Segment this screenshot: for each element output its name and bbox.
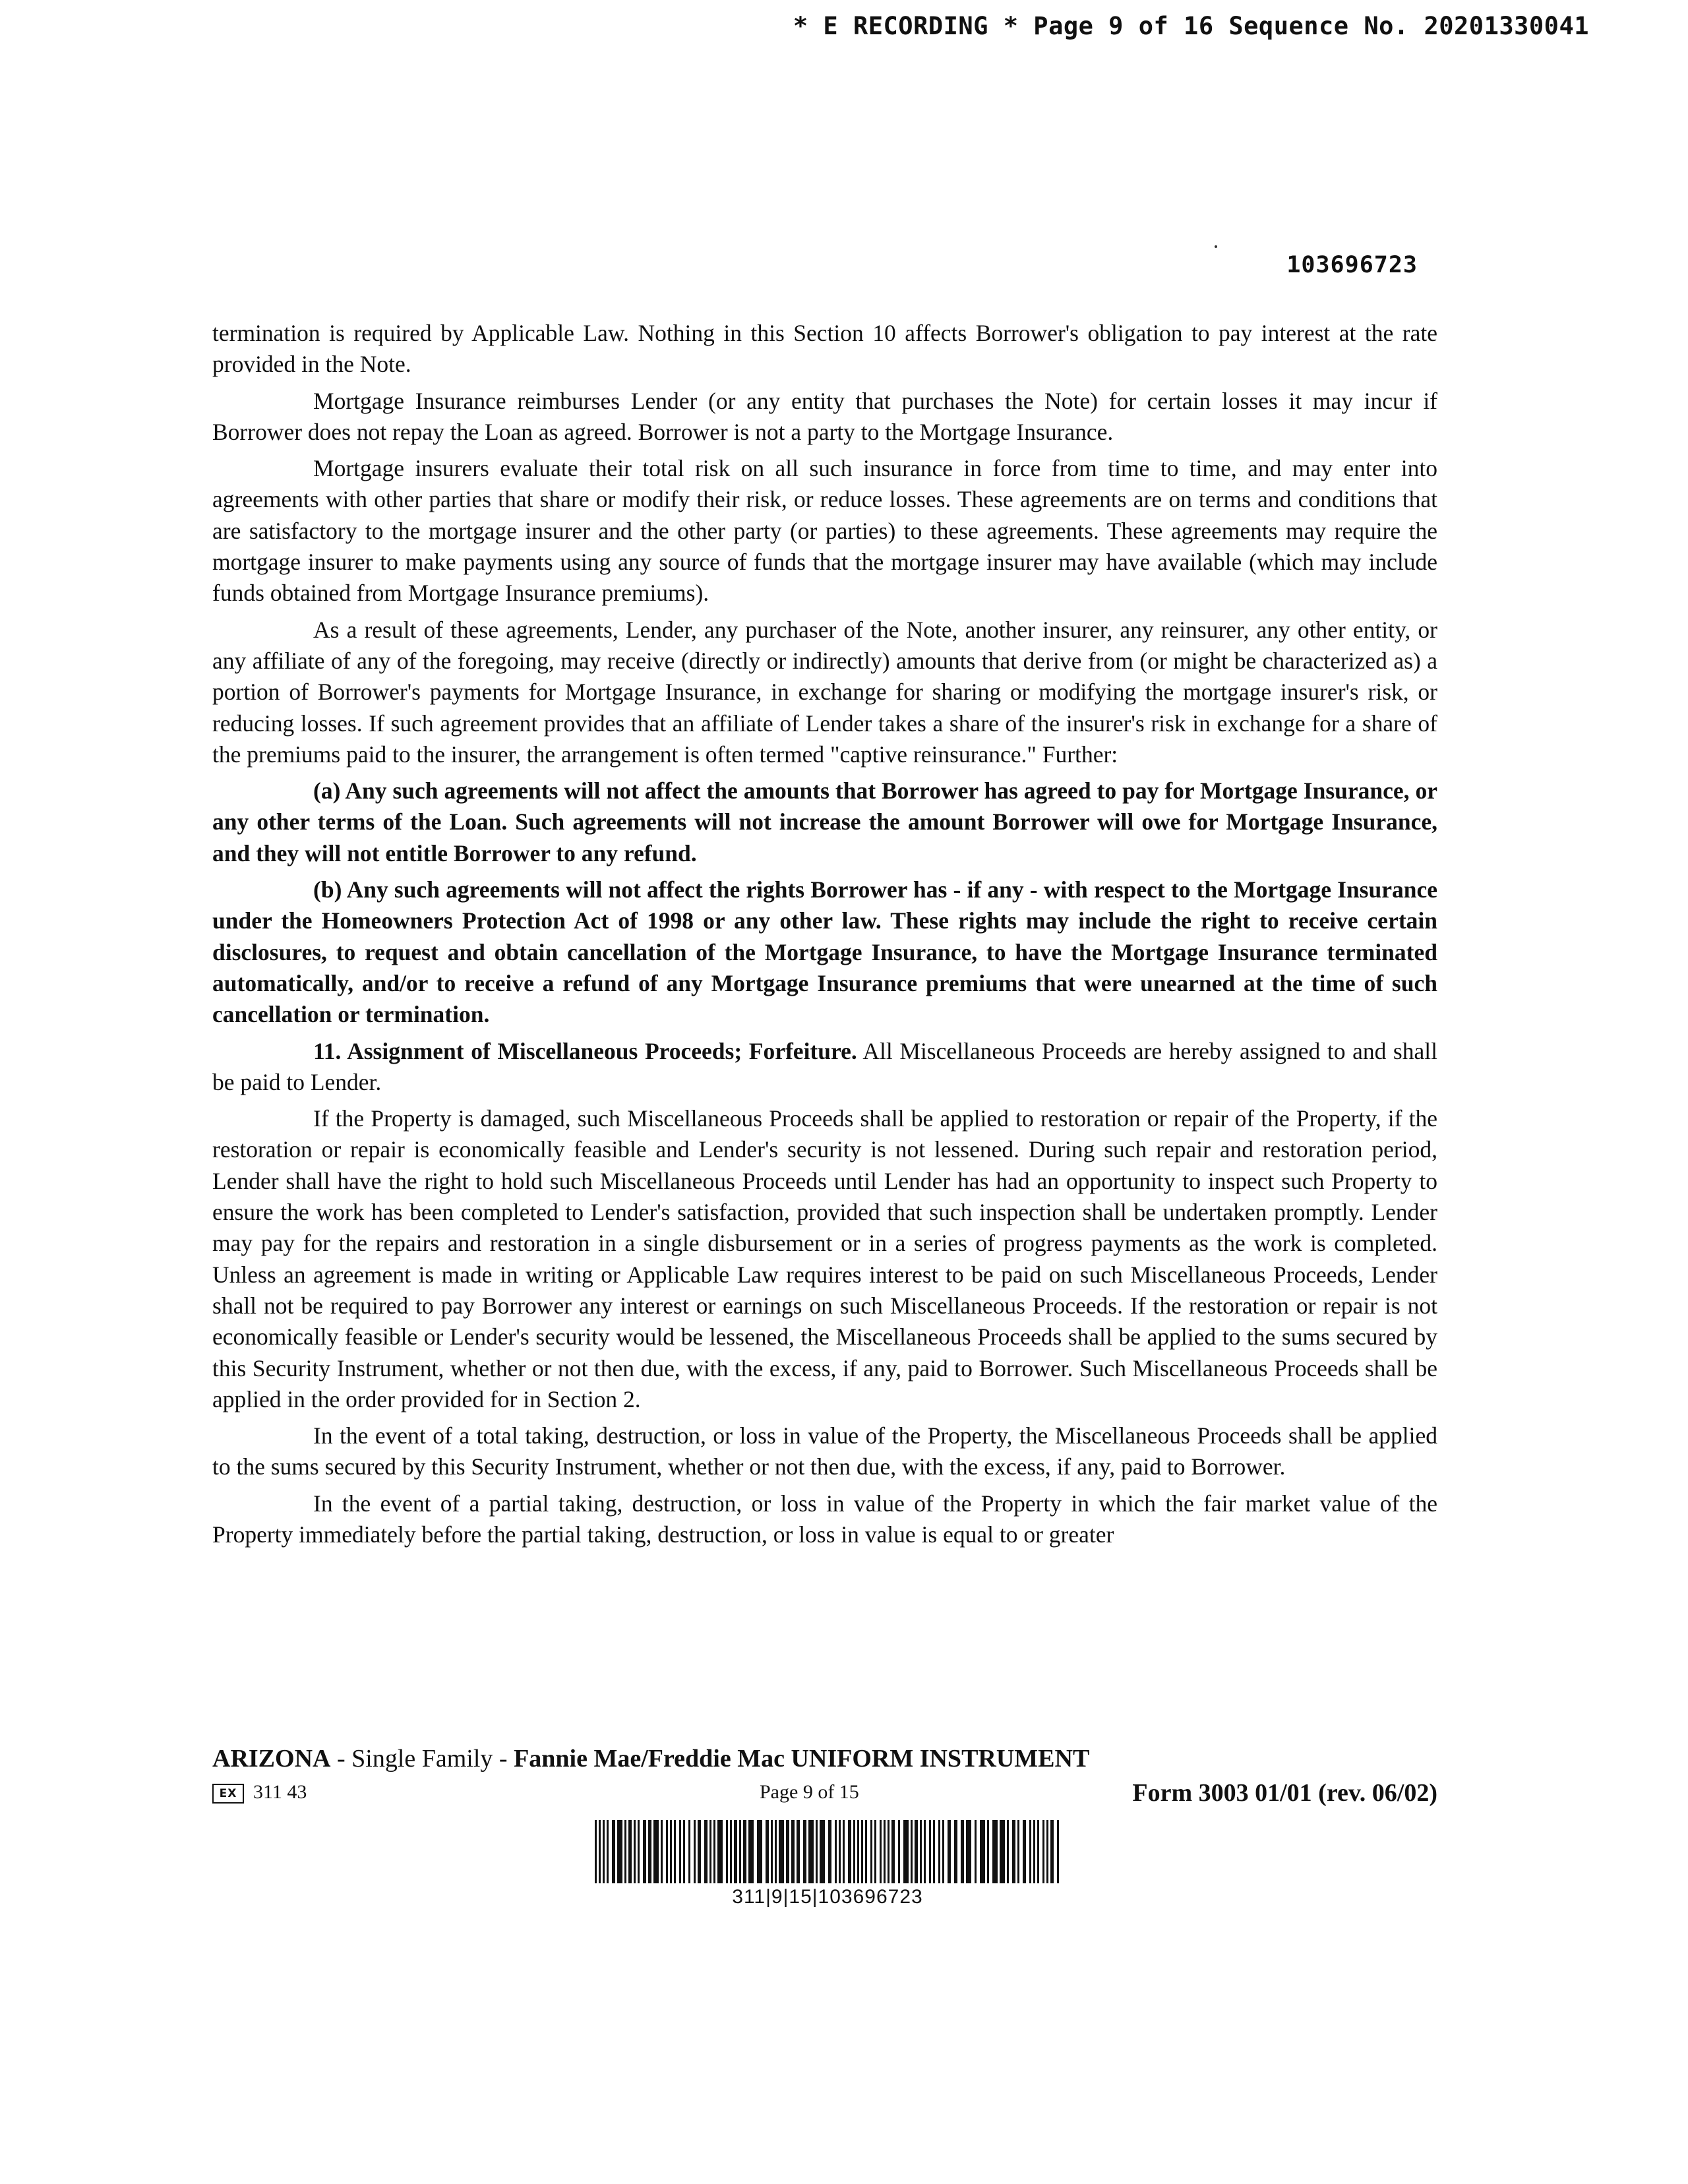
recording-header: * E RECORDING * Page 9 of 16 Sequence No. 20201330041 (793, 12, 1589, 40)
paragraph-partial-taking: In the event of a partial taking, destruction, or loss in value of the Property in which the fair market value of the Property immediately before the partial taking, destruction, or loss in value is equal to or greater (212, 1490, 1437, 1548)
scan-speck (1215, 245, 1217, 248)
footer-form-code: 311 43 (253, 1781, 307, 1803)
paragraph-mi-reimburses: Mortgage Insurance reimburses Lender (or any entity that purchases the Note) for certain losses it may incur if Borrower does not repay the Loan as agreed. Borrower is not a party to the Mortgage Insurance. (212, 387, 1437, 445)
section-11-text: All Miscellaneous Proceeds are hereby assigned to and shall be paid to Lender. (212, 1037, 1437, 1095)
paragraph-mi-insurers: Mortgage insurers evaluate their total risk on all such insurance in force from time to time, and may enter into agreements with other parties that share or modify their risk, or reduce losses. These agreements are on terms and conditions that are satisfactory to the mortgage insurer and the other party (or parties) to these agreements. These agreements may require the mortgage insurer to make payments using any source of funds that the mortgage insurer may have available (which may include funds obtained from Mortgage Insurance premiums). (212, 455, 1437, 607)
paragraph-clause-a: (a) Any such agreements will not affect the amounts that Borrower has agreed to pay for Mortgage Insurance, or any other terms of the Loan. Such agreements will not increase the amount Borrower will owe for Mortgage Insurance, and they will not entitle Borrower to any refund. (212, 777, 1437, 866)
footer-page-number: Page 9 of 15 (760, 1781, 859, 1803)
footer-instrument: Fannie Mae/Freddie Mac UNIFORM INSTRUMENT (514, 1745, 1090, 1773)
document-body (212, 318, 1437, 1556)
ex-form-icon: EX (212, 1784, 244, 1804)
footer-info-row (212, 1778, 1437, 1811)
barcode-number: 311|9|15|103696723 (732, 1886, 923, 1908)
paragraph-property-damaged: If the Property is damaged, such Miscellaneous Proceeds shall be applied to restoration or repair of the Property, if the restoration or repair is economically feasible and Lender's security is not lessened. During such repair and restoration period, Lender shall have the right to hold such Miscellaneous Proceeds until Lender has had an opportunity to inspect such Property to ensure the work has been completed to Lender's satisfaction, provided that such inspection shall be undertaken promptly. Lender may pay for the repairs and restoration in a single disbursement or in a series of progress payments as the work is completed. Unless an agreement is made in writing or Applicable Law requires interest to be paid on such Miscellaneous Proceeds, Lender shall not be required to pay Borrower any interest or earnings on such Miscellaneous Proceeds. If the restoration or repair is not economically feasible or Lender's security would be lessened, the Miscellaneous Proceeds shall be applied to the sums secured by this Security Instrument, whether or not then due, with the excess, if any, paid to Borrower. Such Miscellaneous Proceeds shall be applied in the order provided for in Section 2. (212, 1105, 1437, 1412)
paragraph-clause-b: (b) Any such agreements will not affect the rights Borrower has - if any - with respect to the Mortgage Insurance under the Homeowners Protection Act of 1998 or any other law. These rights may include the right to receive certain disclosures, to request and obtain cancellation of the Mortgage Insurance, to have the Mortgage Insurance terminated automatically, and/or to receive a refund of any Mortgage Insurance premiums that were unearned at the time of such cancellation or termination. (212, 876, 1437, 1028)
barcode-image (595, 1820, 1060, 1883)
paragraph-total-taking: In the event of a total taking, destruction, or loss in value of the Property, the Miscellaneous Proceeds shall be applied to the sums secured by this Security Instrument, whether or not then due, with the excess, if any, paid to Borrower. (212, 1422, 1437, 1480)
paragraph-continuation: termination is required by Applicable Law. Nothing in this Section 10 affects Borrower's obligation to pay interest at the rate provided in the Note. (212, 320, 1437, 378)
loan-number: 103696723 (1286, 252, 1418, 278)
section-11-paragraph (212, 1036, 1437, 1099)
footer-state: ARIZONA (212, 1745, 331, 1773)
paragraph-agreements-result: As a result of these agreements, Lender, any purchaser of the Note, another insurer, any reinsurer, any other entity, or any affiliate of any of the foregoing, may receive (directly or indirectly) amounts that derive from (or might be characterized as) a portion of Borrower's payments for Mortgage Insurance, in exchange for sharing or modifying the mortgage insurer's risk, or reducing losses. If such agreement provides that an affiliate of Lender takes a share of the insurer's risk in exchange for a share of the premiums paid to the insurer, the arrangement is often termed "captive reinsurance." Further: (212, 616, 1437, 768)
section-11-heading: 11. Assignment of Miscellaneous Proceeds; Forfeiture. (313, 1037, 857, 1064)
footer-separator: - Single Family - (330, 1745, 514, 1773)
footer-form-title (212, 1744, 1089, 1773)
footer-form-number: Form 3003 01/01 (rev. 06/02) (1132, 1779, 1437, 1807)
